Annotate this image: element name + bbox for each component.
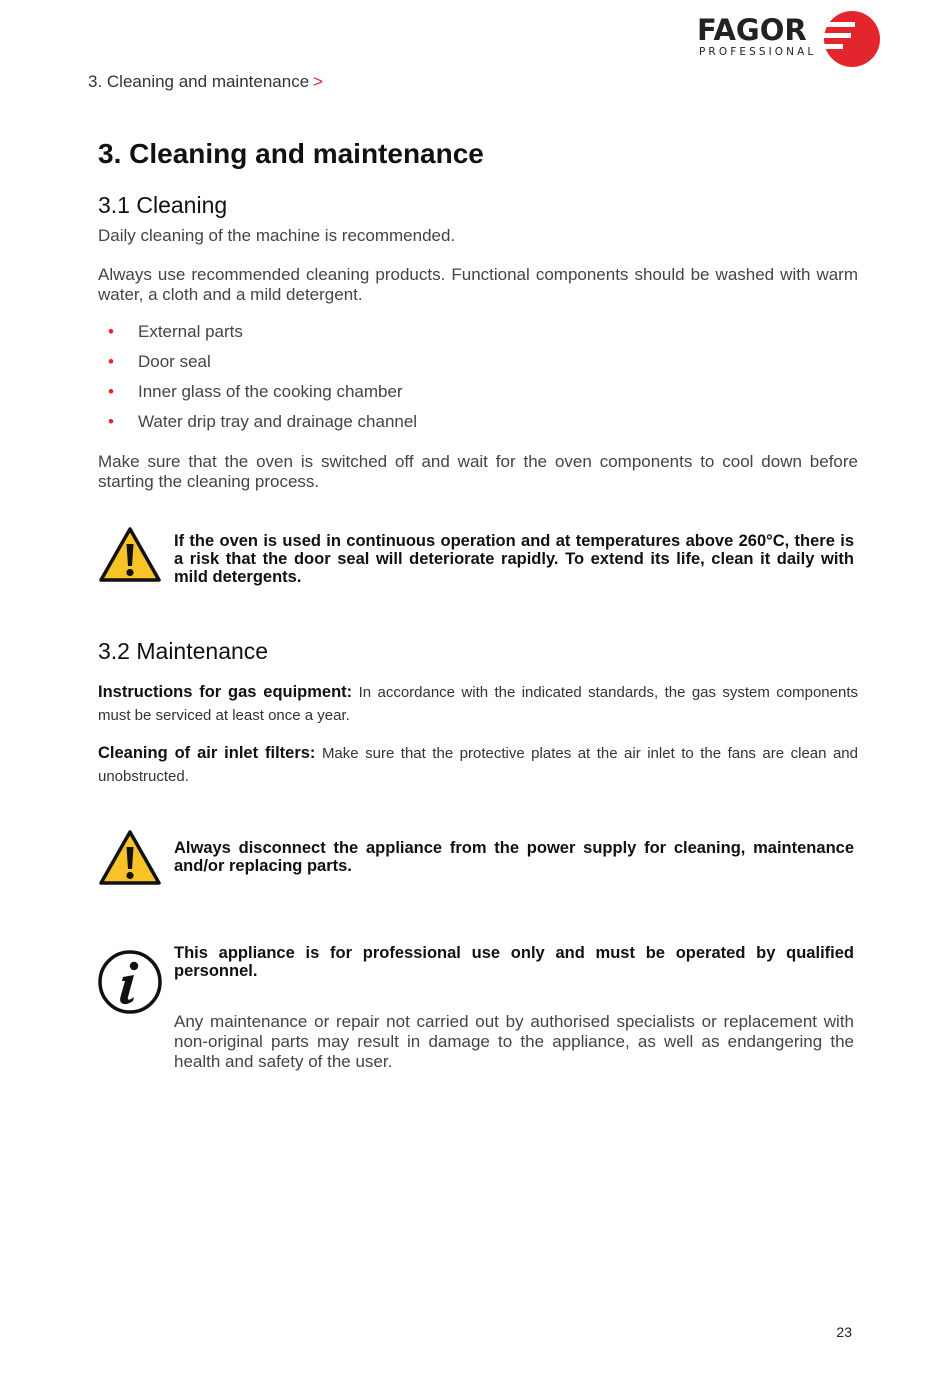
breadcrumb-separator: > xyxy=(313,72,324,91)
list-item xyxy=(108,352,417,382)
maintenance-heading: 3.2 Maintenance xyxy=(98,638,269,664)
list-item-label: Inner glass of the cooking chamber xyxy=(138,382,403,401)
list-item-label: Water drip tray and drainage channel xyxy=(138,412,418,431)
info-professional: This appliance is for professional use only and must be operated by qualified personnel. xyxy=(174,944,854,980)
list-item xyxy=(108,322,417,352)
page-title: 3. Cleaning and maintenance xyxy=(98,138,484,169)
cleaning-heading: 3.1 Cleaning xyxy=(98,192,228,218)
filter-instructions xyxy=(98,742,858,788)
power-warning: Always disconnect the appliance from the power supply for cleaning, maintenance and/or replacing parts. xyxy=(174,839,854,875)
list-item-label: Door seal xyxy=(138,352,211,371)
fagor-logo-icon xyxy=(821,8,883,70)
list-item xyxy=(108,412,417,442)
filter-instructions-text: Make sure that the protective plates at the air inlet to the fans are clean and unobstructed. xyxy=(98,745,858,785)
breadcrumb-text: 3. Cleaning and maintenance xyxy=(88,72,310,91)
bullet-icon: • xyxy=(108,322,114,341)
cleaning-warning: If the oven is used in continuous operation and at temperatures above 260°C, there is a risk that the door seal will deteriorate rapidly. To extend its life, clean it daily with mild detergents. xyxy=(174,532,854,586)
logo-subtitle: PROFESSIONAL xyxy=(699,46,817,58)
fagor-logo xyxy=(697,8,883,68)
list-item xyxy=(108,382,417,412)
info-repair-note: Any maintenance or repair not carried out by authorised specialists or replacement with non-original parts may result in damage to the appliance, as well as endangering the health and safety of the user. xyxy=(174,1012,854,1071)
cleaning-intro: Daily cleaning of the machine is recommended. xyxy=(98,226,456,245)
logo-brand: FAGOR xyxy=(697,13,807,47)
gas-instructions-text: In accordance with the indicated standards, the gas system components must be serviced at least once a year. xyxy=(98,684,858,724)
page-number: 23 xyxy=(836,1324,852,1340)
gas-instructions-lead: Instructions for gas equipment: xyxy=(98,683,353,701)
bullet-icon: • xyxy=(108,412,114,431)
breadcrumb xyxy=(88,72,323,92)
list-item-label: External parts xyxy=(138,322,243,341)
warning-icon xyxy=(98,829,162,887)
filter-instructions-lead: Cleaning of air inlet filters: xyxy=(98,744,316,762)
cleaning-list xyxy=(108,322,417,442)
switch-off-note: Make sure that the oven is switched off and wait for the oven components to cool down before starting the cleaning process. xyxy=(98,452,858,491)
cleaning-products: Always use recommended cleaning products. Functional components should be washed with warm water, a cloth and a mild detergent. xyxy=(98,265,858,304)
info-icon xyxy=(97,949,163,1015)
bullet-icon: • xyxy=(108,352,114,371)
bullet-icon: • xyxy=(108,382,114,401)
gas-instructions xyxy=(98,681,858,727)
warning-icon xyxy=(98,526,162,584)
